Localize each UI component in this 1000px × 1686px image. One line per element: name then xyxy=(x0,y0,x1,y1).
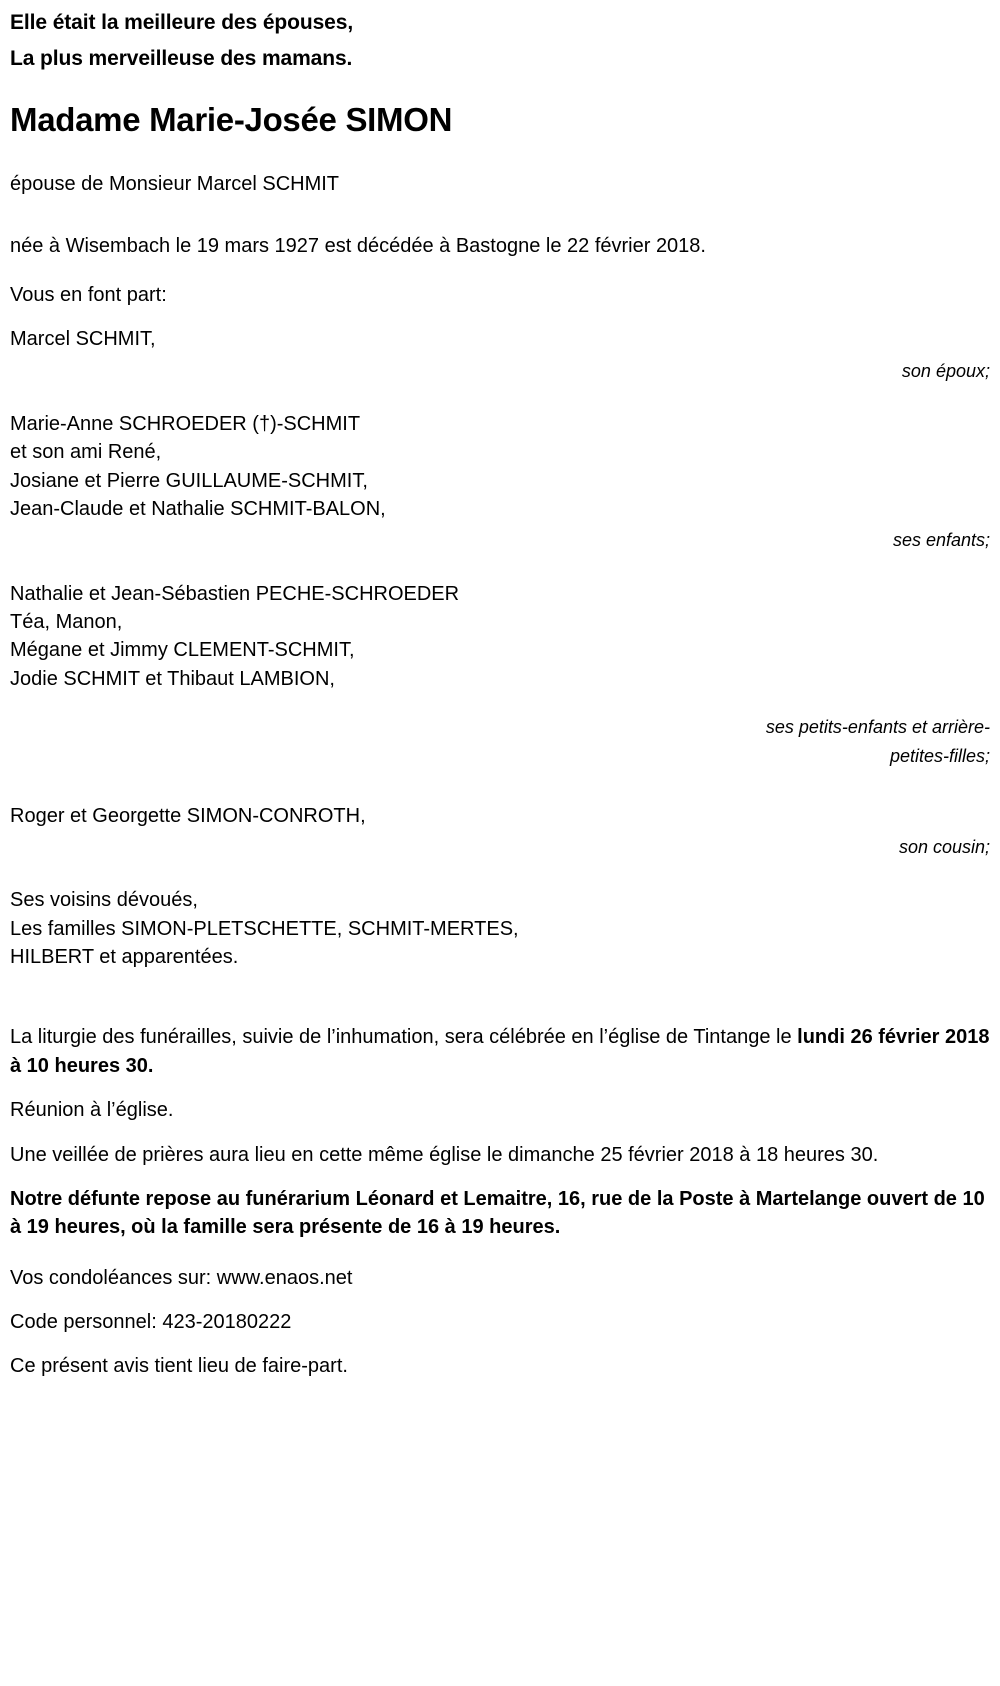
legal-notice-line: Ce présent avis tient lieu de faire-part. xyxy=(10,1355,348,1378)
notice-footer xyxy=(10,1264,992,1381)
condolences-line: Vos condoléances sur: www.enaos.net xyxy=(10,1266,353,1289)
birth-death-line: née à Wisembach le 19 mars 1927 est décédée à Bastogne le 22 février 2018. xyxy=(10,235,706,258)
family-member: Jodie SCHMIT et Thibaut LAMBION, xyxy=(10,667,335,690)
relation-label-children: ses enfants; xyxy=(892,530,990,551)
liturgy-text: La liturgie des funérailles, suivie de l’inhumation, sera célébrée en l’église de Tintange le xyxy=(10,1026,798,1049)
family-names xyxy=(10,580,992,694)
relation-label-grandchildren: ses petits-enfants et arrière-petites-filles; xyxy=(765,717,990,767)
family-member: Nathalie et Jean-Sébastien PECHE-SCHROEDER xyxy=(10,582,460,605)
family-member: Marcel SCHMIT, xyxy=(10,328,156,351)
family-names xyxy=(10,410,992,524)
family-group-grandchildren xyxy=(10,580,992,772)
epitaph-line-1: Elle était la meilleure des épouses, xyxy=(10,11,354,34)
family-group-spouse xyxy=(10,325,992,384)
relation-label-cousin: son cousin; xyxy=(898,836,990,857)
family-member: Jean-Claude et Nathalie SCHMIT-BALON, xyxy=(10,498,386,520)
ceremony-details xyxy=(10,1023,992,1241)
family-member: et son ami René, xyxy=(10,441,162,464)
announcement-intro: Vous en font part: xyxy=(10,283,167,306)
epitaph xyxy=(10,12,992,69)
spouse-of-line: épouse de Monsieur Marcel SCHMIT xyxy=(10,173,340,195)
related-families-line-2: HILBERT et apparentées. xyxy=(10,945,239,968)
family-group-children xyxy=(10,410,992,554)
family-member: Mégane et Jimmy CLEMENT-SCHMIT, xyxy=(10,639,355,662)
liturgy-datetime: lundi 26 février 2018 à 10 heures 30. xyxy=(10,1026,990,1077)
deceased-name: Madame Marie-Josée SIMON xyxy=(10,101,453,138)
epitaph-line-2: La plus merveilleuse des mamans. xyxy=(10,47,353,70)
family-member: Josiane et Pierre GUILLAUME-SCHMIT, xyxy=(10,469,368,492)
family-member: Marie-Anne SCHROEDER (†)-SCHMIT xyxy=(10,412,361,435)
neighbours-line: Ses voisins dévoués, xyxy=(10,889,198,912)
gathering-line: Réunion à l’église. xyxy=(10,1099,174,1122)
personal-code-line: Code personnel: 423-20180222 xyxy=(10,1311,292,1334)
relation-label-spouse: son époux; xyxy=(901,360,990,381)
vigil-paragraph: Une veillée de prières aura lieu en cette même église le dimanche 25 février 2018 à 18 heures 30. xyxy=(10,1143,879,1166)
liturgy-paragraph xyxy=(10,1023,992,1080)
family-group-cousin xyxy=(10,802,992,861)
family-names xyxy=(10,802,992,830)
funeral-home-paragraph: Notre défunte repose au funérarium Léonard et Lemaitre, 16, rue de la Poste à Martelange ouvert de 10 à 19 heures, où la famille sera présente de 16 à 19 heures. xyxy=(10,1187,985,1239)
family-member: Roger et Georgette SIMON-CONROTH, xyxy=(10,804,366,827)
related-families-line-1: Les familles SIMON-PLETSCHETTE, SCHMIT-MERTES, xyxy=(10,917,519,940)
family-names xyxy=(10,325,992,353)
family-member: Téa, Manon, xyxy=(10,611,123,634)
